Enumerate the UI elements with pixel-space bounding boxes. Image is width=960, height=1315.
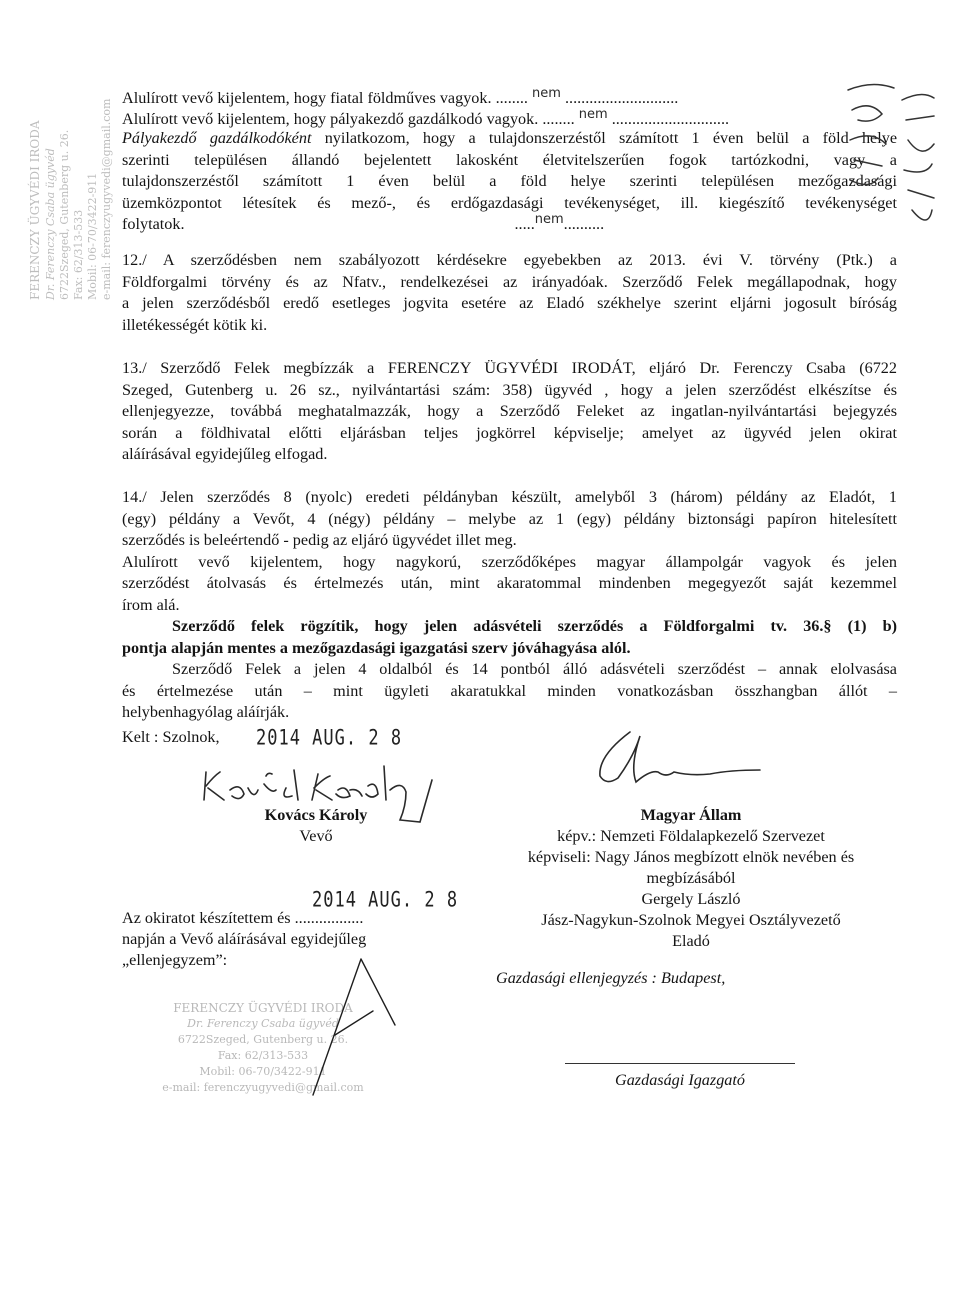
- stamp-line: Fax: 62/313-533: [217, 1049, 309, 1062]
- stamp-line: Dr. Ferenczy Csaba ügyvéd: [187, 1017, 339, 1030]
- stamp-line: Mobil: 06-70/3422-911: [199, 1065, 327, 1078]
- declaration-young-farmer: Alulírott vevő kijelentem, hogy fiatal földműves vagyok. ........ $^{nem}$ ............................: [122, 86, 679, 107]
- countersign-line: „ellenjegyzem”:: [122, 951, 228, 969]
- declaration-starter: Alulírott vevő kijelentem, hogy pályakezdő gazdálkodó vagyok. ........ $^{nem}$ .............................: [122, 107, 730, 128]
- buyer-name: Kovács Károly: [264, 806, 368, 824]
- stamp-line: 6722Szeged, Gutenberg u. 26.: [177, 1033, 349, 1046]
- clause-line: szerződés is beleértendő - pedig az eljáró ügyvédet illet meg.: [122, 531, 517, 549]
- statement-line: tulajdonszerzéstől számított 1 éven belül a föld helye szerinti településen mezőgazdasági: [122, 172, 897, 190]
- handwritten-mark: nem: [534, 212, 564, 227]
- countersign-date-stamp: 2014 AUG. 2 8: [312, 887, 459, 913]
- signing-place: Kelt : Szolnok,: [122, 728, 220, 746]
- statement-line: üzemközpontot létesítek és mező-, és erdőgazdasági tevékenységet, ill. kiegészítő tevékenységet: [122, 193, 897, 212]
- declaration-text: Alulírott vevő kijelentem, hogy pályakezdő gazdálkodó vagyok. ........: [122, 110, 575, 128]
- declaration-text: Alulírott vevő kijelentem, hogy fiatal földműves vagyok. ........: [122, 89, 528, 107]
- margin-stamp-line: Dr. Ferenczy Csaba ügyvéd: [44, 148, 57, 300]
- stamp-line: FERENCZY ÜGYVÉDI IRODA: [173, 1001, 353, 1015]
- clause-line: ellenjegyezze, továbbá meghatalmazzák, hogy a Szerződő Feleket az ingatlan-nyilvántartási bejegyzés: [122, 402, 897, 420]
- seller-rep-line: megbízásából: [646, 869, 736, 887]
- lawyer-signature-image: [305, 955, 405, 1105]
- clause-line: 14./ Jelen szerződés 8 (nyolc) eredeti példányban készült, amelyből 3 (három) példány az Eladót, 1: [122, 488, 897, 506]
- buyer-statement-line: írom alá.: [122, 595, 180, 614]
- clause-line: során a földhivatal előtti eljárásban teljes jogkörrel képviselje; amelyet az ügyvéd jelen okirat: [122, 423, 897, 442]
- closing-line: és értelmezése után – mint ügyleti akaratukkal minden vonatkozásban összhangban állót –: [122, 681, 897, 700]
- statement-line: nyilatkozom, hogy a tulajdonszerzéstől számított 1 éven belül a föld helye: [324, 129, 898, 147]
- buyer-statement-line: Alulírott vevő kijelentem, hogy nagykorú, szerződőképes magyar állampolgár vagyok és jelen: [122, 552, 897, 571]
- margin-initials-image: [842, 80, 942, 270]
- clause-line: aláírásával egyidejűleg elfogad.: [122, 445, 328, 463]
- starter-statement: Pályakezdő gazdálkodóként nyilatkozom, hogy a tulajdonszerzéstől számított 1 éven belül a föld helye szerinti településen állandó bejelentett lakosként életvitelszerűen fogok tartózkodni, vagy a tulajdonszerzéstől számított 1 éven belül a föld helye szerinti településen mezőgazdasági üzemközpontot létesítek és mező-, és erdőgazdasági tevékenységet, ill. kiegészítő tevékenységet folytatok. .....$^{nem}$..........: [122, 129, 898, 233]
- clause-line: Földforgalmi törvény és az Nfatv., rendelkezései az irányadóak. Szerződő Felek megállapodnak, hogy: [122, 272, 897, 291]
- closing-line: Szerződő Felek a jelen 4 oldalból és 14 pontból álló adásvételi szerződést – annak elolvasása: [172, 660, 897, 678]
- closing-line: helybenhagyólag aláírják.: [122, 703, 290, 721]
- bold-statement-line: pontja alapján mentes a mezőgazdasági igazgatási szerv jóváhagyása alól.: [122, 638, 631, 657]
- clause-line: illetékességét kötik ki.: [122, 315, 268, 334]
- seller-signature-image: [590, 726, 770, 796]
- clause-line: (egy) példány a Vevőt, 4 (négy) példány – melybe az 1 (egy) példány biztonsági papíron hitelesített: [122, 509, 897, 528]
- seller-role: Eladó: [672, 932, 710, 950]
- economic-director-line: [565, 1063, 795, 1064]
- clause-line: 12./ A szerződésben nem szabályozott kérdésekre egyebekben az 2013. évi V. törvény (Ptk.) a: [122, 251, 897, 269]
- countersign-line: napján a Vevő aláírásával egyidejűleg: [122, 930, 367, 948]
- countersign-line: Az okiratot készítettem és .................: [122, 909, 364, 927]
- clause-line: 13./ Szerződő Felek megbízzák a FERENCZY ÜGYVÉDI IRODÁT, eljáró Dr. Ferenczy Csaba (6722: [122, 359, 897, 377]
- stamp-line: e-mail: ferenczyugyvedi@gmail.com: [162, 1081, 364, 1094]
- statement-line: folytatok.: [122, 215, 185, 233]
- margin-stamp-line: FERENCZY ÜGYVÉDI IRODA: [28, 120, 42, 300]
- clause-13: [122, 358, 897, 466]
- margin-stamp-line: Fax: 62/313-533: [72, 209, 85, 300]
- economic-director-label: Gazdasági Igazgató: [615, 1071, 745, 1089]
- clause-12: [122, 250, 897, 336]
- margin-stamp-line: e-mail: ferenczyugyvedi@gmail.com: [100, 98, 113, 300]
- clause-line: a jelen szerződésből eredő esetleges jogvita esetére az Eladó székhelye szerint eljárni jogosult bíróság: [122, 294, 897, 312]
- margin-stamp-line: Mobil: 06-70/3422-911: [86, 172, 99, 300]
- seller-rep-line: Gergely László: [641, 890, 741, 908]
- handwritten-mark: nem: [578, 107, 608, 122]
- seller-name: Magyar Állam: [640, 806, 742, 824]
- economic-countersign-label: Gazdasági ellenjegyzés : Budapest,: [496, 969, 726, 987]
- signing-date-stamp: 2014 AUG. 2 8: [256, 725, 403, 751]
- handwritten-mark: nem: [532, 86, 561, 101]
- margin-stamp-line: 6722Szeged, Gutenberg u. 26.: [58, 129, 71, 300]
- statement-lead: Pályakezdő gazdálkodóként: [122, 129, 312, 147]
- seller-rep-line: képviseli: Nagy János megbízott elnök nevében és: [527, 848, 855, 866]
- clause-14: [122, 487, 897, 724]
- statement-line: szerinti településen állandó bejelentett lakosként életvitelszerűen fogok tartózkodni, vagy a: [122, 150, 897, 169]
- seller-rep-line: Jász-Nagykun-Szolnok Megyei Osztályvezető: [541, 911, 841, 929]
- buyer-statement-line: szerződést átolvasás és értelmezés után, mint akaratommal mindenben megegyezőt saját kezemmel: [122, 574, 897, 592]
- buyer-role: Vevő: [299, 827, 333, 845]
- clause-line: Szeged, Gutenberg u. 26 sz., nyilvántartási szám: 358) ügyvéd , hogy a jelen szerződést elkészítse és: [122, 380, 897, 399]
- seller-rep-line: képv.: Nemzeti Földalapkezelő Szervezet: [557, 827, 825, 845]
- bold-statement-line: Szerződő felek rögzítik, hogy jelen adásvételi szerződés a Földforgalmi tv. 36.§ (1) b): [172, 617, 897, 635]
